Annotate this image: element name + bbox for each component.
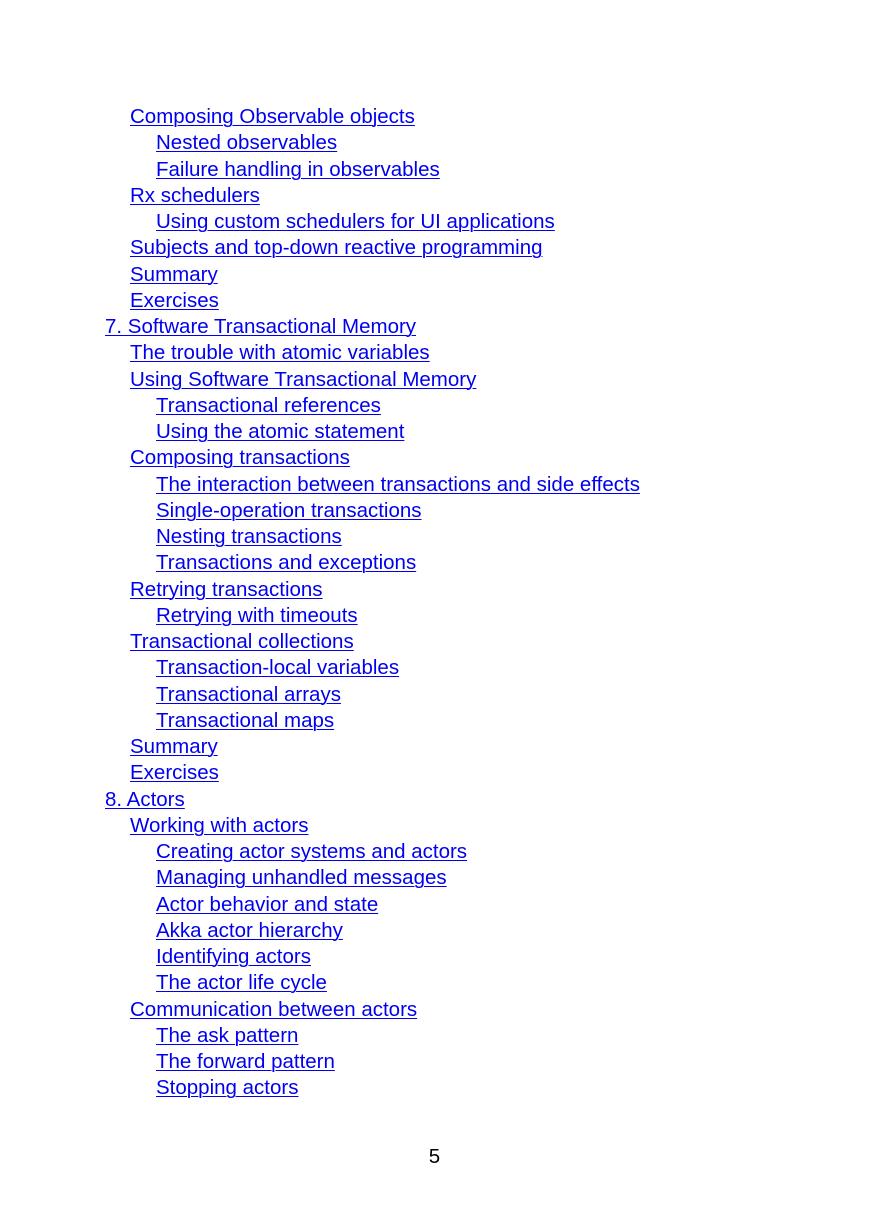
toc-entry [0, 288, 640, 314]
toc-entry [0, 393, 640, 419]
toc-link[interactable]: Summary [130, 262, 218, 286]
toc-entry [0, 340, 640, 366]
toc-link[interactable]: The actor life cycle [156, 971, 327, 995]
toc-link[interactable]: The ask pattern [156, 1023, 299, 1047]
toc-link[interactable]: Exercises [130, 288, 219, 312]
toc-link[interactable]: Rx schedulers [130, 183, 260, 207]
toc-entry [0, 787, 640, 813]
toc-entry [0, 472, 640, 498]
toc-link[interactable]: Retrying with timeouts [156, 603, 358, 627]
toc-entry [0, 130, 640, 156]
toc-link[interactable]: Transactional arrays [156, 682, 341, 706]
toc-entry [0, 209, 640, 235]
toc-link[interactable]: Managing unhandled messages [156, 866, 447, 890]
toc-entry [0, 1075, 640, 1101]
toc-link[interactable]: Communication between actors [130, 997, 418, 1021]
toc-link[interactable]: Creating actor systems and actors [156, 840, 468, 863]
toc-link[interactable]: Failure handling in observables [156, 157, 440, 181]
toc-entry [0, 997, 640, 1023]
toc-link[interactable]: Summary [130, 735, 218, 758]
toc-entry [0, 892, 640, 918]
toc-entry [0, 419, 640, 445]
toc-entry [0, 262, 640, 288]
toc-link[interactable]: Composing Observable objects [130, 105, 415, 128]
toc-link[interactable]: Akka actor hierarchy [156, 918, 343, 942]
toc-link[interactable]: Single-operation transactions [156, 498, 422, 522]
toc-link[interactable]: Transaction-local variables [156, 656, 400, 680]
toc-link[interactable]: Exercises [130, 761, 219, 785]
toc-entry [0, 314, 640, 340]
toc-entry [0, 708, 640, 734]
toc-link[interactable]: Nested observables [156, 131, 338, 155]
toc-entry [0, 235, 640, 261]
toc-link[interactable]: Transactional collections [130, 630, 354, 653]
toc-entry [0, 865, 640, 891]
toc-entry [0, 367, 640, 393]
toc-entry [0, 577, 640, 603]
toc-entry [0, 498, 640, 524]
toc-link[interactable]: Composing transactions [130, 446, 350, 470]
toc-entry [0, 157, 640, 183]
toc-link[interactable]: Identifying actors [156, 945, 311, 968]
toc-link[interactable]: Nesting transactions [156, 525, 342, 548]
toc-link[interactable]: Using Software Transactional Memory [130, 367, 477, 391]
toc-entry [0, 603, 640, 629]
toc-entry [0, 839, 640, 865]
toc-link[interactable]: Working with actors [130, 813, 309, 837]
table-of-contents [0, 104, 640, 1102]
toc-entry [0, 918, 640, 944]
toc-entry [0, 524, 640, 550]
toc-entry [0, 682, 640, 708]
toc-entry [0, 760, 640, 786]
toc-entry [0, 655, 640, 681]
toc-link[interactable]: Transactions and exceptions [156, 551, 417, 575]
toc-link[interactable]: The interaction between transactions and side effects [156, 472, 640, 496]
toc-link[interactable]: The forward pattern [156, 1050, 335, 1073]
toc-link[interactable]: 8. Actors [105, 787, 185, 811]
toc-link[interactable]: Stopping actors [156, 1076, 299, 1100]
toc-entry [0, 104, 640, 130]
toc-entry [0, 734, 640, 760]
toc-link[interactable]: Actor behavior and state [156, 892, 379, 916]
toc-entry [0, 629, 640, 655]
toc-entry [0, 550, 640, 576]
toc-link[interactable]: Subjects and top-down reactive programming [130, 236, 543, 260]
toc-entry [0, 183, 640, 209]
toc-link[interactable]: Using the atomic statement [156, 420, 405, 443]
toc-entry [0, 1023, 640, 1049]
toc-link[interactable]: Retrying transactions [130, 577, 323, 601]
toc-entry [0, 1049, 640, 1075]
toc-link[interactable]: Transactional references [156, 393, 381, 417]
toc-entry [0, 944, 640, 970]
toc-link[interactable]: The trouble with atomic variables [130, 341, 430, 365]
toc-link[interactable]: Transactional maps [156, 708, 335, 732]
toc-entry [0, 970, 640, 996]
toc-link[interactable]: 7. Software Transactional Memory [105, 315, 417, 338]
toc-entry [0, 445, 640, 471]
toc-entry [0, 813, 640, 839]
page-number: 5 [428, 1145, 441, 1168]
toc-link[interactable]: Using custom schedulers for UI applications [156, 210, 555, 233]
